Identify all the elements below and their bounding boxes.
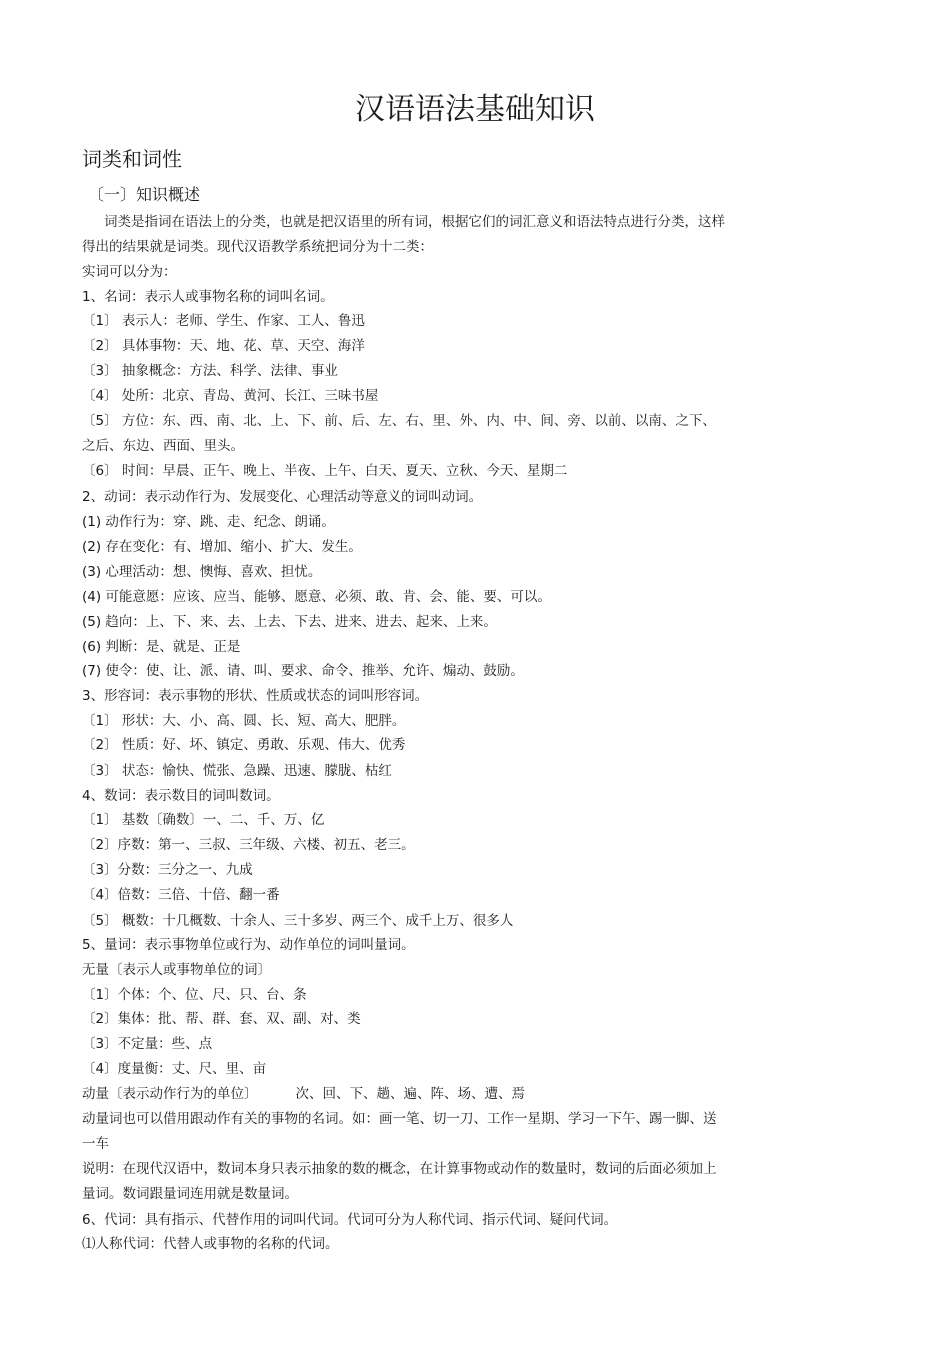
paragraph-line: 〔3〕不定量：些、点 <box>82 1036 213 1052</box>
paragraph-line: 5、量词：表示事物单位或行为、动作单位的词叫量词。 <box>82 937 415 953</box>
paragraph-line: 一车 <box>82 1136 109 1152</box>
paragraph-line: 〔1〕 表示人：老师、学生、作家、工人、鲁迅 <box>82 313 365 329</box>
paragraph-line: 得出的结果就是词类。现代汉语教学系统把词分为十二类： <box>82 239 433 255</box>
paragraph-line: (1) 动作行为：穿、跳、走、纪念、朗诵。 <box>82 514 335 530</box>
page-title: 汉语语法基础知识 <box>355 92 595 127</box>
paragraph-line: 〔6〕 时间：早晨、正午、晚上、半夜、上午、白天、夏天、立秋、今天、星期二 <box>82 463 568 479</box>
paragraph-line: (6) 判断：是、就是、正是 <box>82 639 241 655</box>
paragraph-line: 4、数词：表示数目的词叫数词。 <box>82 788 280 804</box>
paragraph-line: 量词。数词跟量词连用就是数量词。 <box>82 1186 298 1202</box>
paragraph-line: (7) 使令：使、让、派、请、叫、要求、命令、推举、允许、煽动、鼓励。 <box>82 663 524 679</box>
paragraph-line: (4) 可能意愿：应该、应当、能够、愿意、必须、敢、肯、会、能、要、可以。 <box>82 589 551 605</box>
paragraph-line: ⑴人称代词：代替人或事物的名称的代词。 <box>82 1236 339 1252</box>
paragraph-line: 之后、东边、西面、里头。 <box>82 438 244 454</box>
paragraph-line: 实词可以分为： <box>82 264 177 280</box>
paragraph-line: 〔2〕序数：第一、三叔、三年级、六楼、初五、老三。 <box>82 837 415 853</box>
paragraph-line: 〔1〕个体：个、位、尺、只、台、条 <box>82 987 307 1003</box>
paragraph-line: 6、代词：具有指示、代替作用的词叫代词。代词可分为人称代词、指示代词、疑问代词。 <box>82 1212 618 1228</box>
paragraph-line: 〔2〕 具体事物：天、地、花、草、天空、海洋 <box>82 338 365 354</box>
paragraph-line: (2) 存在变化：有、增加、缩小、扩大、发生。 <box>82 539 362 555</box>
paragraph-line: 3、形容词：表示事物的形状、性质或状态的词叫形容词。 <box>82 688 429 704</box>
line-tail: 次、回、下、趟、遍、阵、场、遭、焉 <box>295 1086 525 1102</box>
line-head: 动量〔表示动作行为的单位〕 <box>82 1086 258 1102</box>
paragraph-line: 无量〔表示人或事物单位的词〕 <box>82 962 271 978</box>
paragraph-line: 〔2〕集体：批、帮、群、套、双、副、对、类 <box>82 1011 361 1027</box>
paragraph-line <box>82 1084 525 1104</box>
paragraph-line: 〔4〕倍数：三倍、十倍、翻一番 <box>82 887 280 903</box>
subsection-heading: 〔一〕知识概述 <box>88 185 201 204</box>
paragraph-line: (5) 趋向：上、下、来、去、上去、下去、进来、进去、起来、上来。 <box>82 614 497 630</box>
paragraph-line: (3) 心理活动：想、懊悔、喜欢、担忧。 <box>82 564 322 580</box>
paragraph-line: 〔5〕 概数：十几概数、十余人、三十多岁、两三个、成千上万、很多人 <box>82 913 514 929</box>
paragraph-line: 〔3〕分数：三分之一、九成 <box>82 862 253 878</box>
paragraph-line: 〔3〕 抽象概念：方法、科学、法律、事业 <box>82 363 338 379</box>
paragraph-line: 〔1〕 基数〔确数〕一、二、千、万、亿 <box>82 812 325 828</box>
paragraph-line: 〔1〕 形状：大、小、高、圆、长、短、高大、肥胖。 <box>82 713 406 729</box>
paragraph-line: 2、动词：表示动作行为、发展变化、心理活动等意义的词叫动词。 <box>82 489 483 505</box>
paragraph-line: 词类是指词在语法上的分类，也就是把汉语里的所有词，根据它们的词汇意义和语法特点进行分类，这样 <box>104 214 725 230</box>
paragraph-line: 说明：在现代汉语中，数词本身只表示抽象的数的概念，在计算事物或动作的数量时，数词的后面必须加上 <box>82 1161 717 1177</box>
paragraph-line: 〔5〕 方位：东、西、南、北、上、下、前、后、左、右、里、外、内、中、间、旁、以前、以南、之下、 <box>82 413 716 429</box>
paragraph-line: 1、名词：表示人或事物名称的词叫名词。 <box>82 289 334 305</box>
paragraph-line: 〔3〕 状态：愉快、慌张、急躁、迅速、朦胧、枯红 <box>82 763 392 779</box>
paragraph-line: 〔4〕度量衡：丈、尺、里、亩 <box>82 1061 267 1077</box>
paragraph-line: 〔4〕 处所：北京、青岛、黄河、长江、三味书屋 <box>82 388 379 404</box>
paragraph-line: 〔2〕 性质：好、坏、镇定、勇敢、乐观、伟大、优秀 <box>82 737 406 753</box>
paragraph-line: 动量词也可以借用跟动作有关的事物的名词。如：画一笔、切一刀、工作一星期、学习一下午、踢一脚、送 <box>82 1111 717 1127</box>
section-heading: 词类和词性 <box>82 147 182 171</box>
